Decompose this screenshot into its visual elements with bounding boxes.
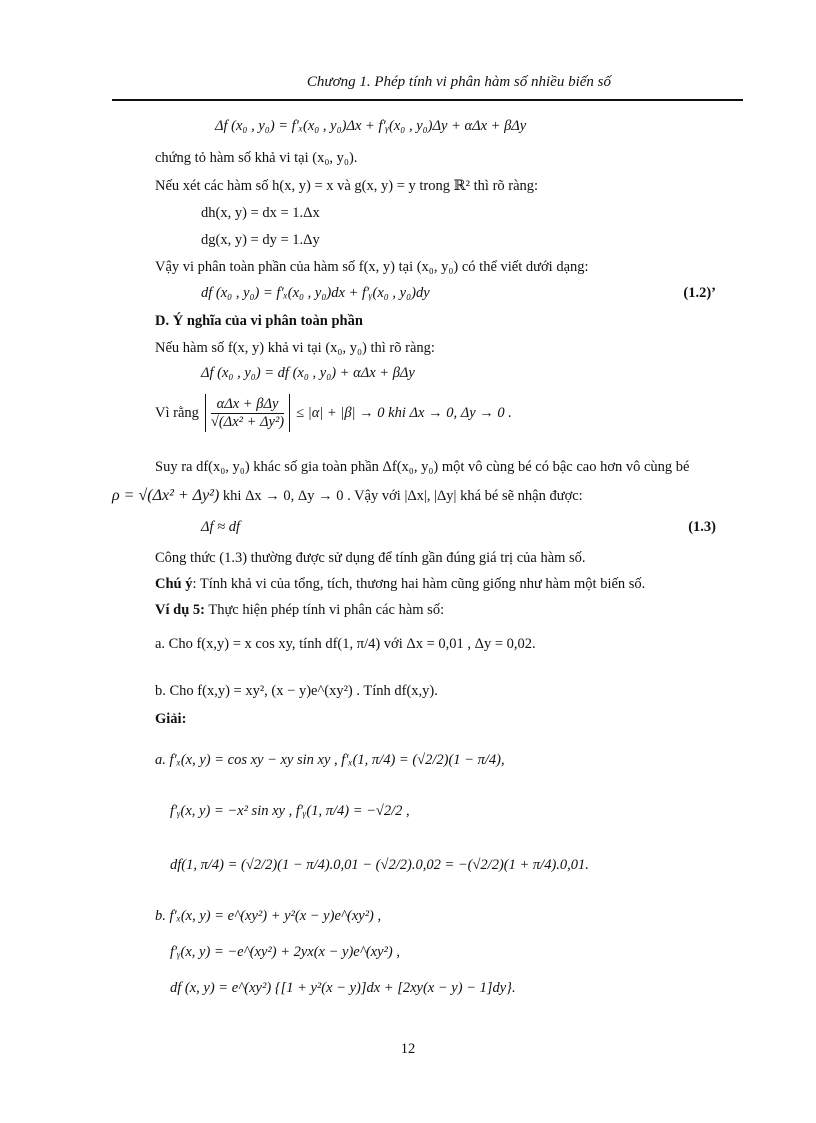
equation-delta-df: Δf (x₀ , y₀) = df (x₀ , y₀) + αΔx + βΔy: [201, 365, 415, 381]
solution-b-line: b. f′ₓ(x, y) = e^(xy²) + y²(x − y)e^(xy²) ,: [155, 908, 382, 924]
fraction-denominator: √(Δx² + Δy²): [210, 413, 285, 430]
solution-a-line: df(1, π/4) = (√2/2)(1 − π/4).0,01 − (√2/2).0,02 = −(√2/2)(1 + π/4).0,01.: [170, 857, 589, 873]
note-label: Chú ý: [155, 576, 193, 592]
text-label: Vì rằng: [155, 404, 199, 421]
note-text: : Tính khả vi của tổng, tích, thương hai hàm cũng giống như hàm một biến số.: [192, 576, 646, 592]
text-line: khi Δx → 0, Δy → 0 . Vậy với |Δx|, |Δy| khá bé sẽ nhận được:: [219, 488, 583, 504]
example-part-a: a. Cho f(x,y) = x cos xy, tính df(1, π/4) với Δx = 0,01 , Δy = 0,02.: [155, 636, 536, 652]
rho-definition: ρ = √(Δx² + Δy²): [112, 487, 220, 504]
equation-number: (1.3): [688, 519, 716, 535]
solution-b-line: df (x, y) = e^(xy²) {[1 + y²(x − y)]dx + [2xy(x − y) − 1]dy}.: [170, 980, 516, 996]
solution-a-line: a. f′ₓ(x, y) = cos xy − xy sin xy , f′ₓ(1, π/4) = (√2/2)(1 − π/4),: [155, 752, 505, 768]
page-number: 12: [400, 1041, 416, 1057]
fraction-numerator: αΔx + βΔy: [211, 396, 284, 414]
limit-rest: ≤ |α| + |β| → 0 khi Δx → 0, Δy → 0 .: [296, 404, 512, 421]
equation-approximation: Δf ≈ df: [201, 519, 241, 535]
text-line: chứng tỏ hàm số khả vi tại (x₀, y₀).: [155, 150, 358, 166]
text-line: Suy ra df(x₀, y₀) khác số gia toàn phần Δf(x₀, y₀) một vô cùng bé có bậc cao hơn vô cùng bé: [155, 459, 690, 475]
fraction: [211, 396, 284, 430]
section-heading: D. Ý nghĩa của vi phân toàn phần: [155, 313, 363, 329]
example-label: Ví dụ 5:: [155, 602, 205, 618]
solution-b-line: f′ᵧ(x, y) = −e^(xy²) + 2yx(x − y)e^(xy²) ,: [170, 944, 400, 960]
example-text: Thực hiện phép tính vi phân các hàm số:: [204, 602, 445, 618]
text-line: dh(x, y) = dx = 1.Δx: [201, 205, 320, 221]
chapter-header: Chương 1. Phép tính vi phân hàm số nhiều biến số: [306, 74, 611, 90]
text-line: Nếu hàm số f(x, y) khả vi tại (x₀, y₀) thì rõ ràng:: [155, 340, 435, 356]
equation-total-differential: df (x₀ , y₀) = f′ₓ(x₀ , y₀)dx + f′ᵧ(x₀ , y₀)dy: [201, 285, 430, 301]
abs-fraction: [205, 394, 290, 432]
header-rule: [112, 99, 743, 101]
equation-number: (1.2)’: [683, 285, 716, 301]
text-line-rho: [112, 487, 583, 505]
example-line: [155, 602, 444, 619]
text-line: Vậy vi phân toàn phần của hàm số f(x, y) tại (x₀, y₀) có thể viết dưới dạng:: [155, 259, 589, 275]
text-line: dg(x, y) = dy = 1.Δy: [201, 232, 320, 248]
solution-heading: Giải:: [155, 711, 187, 727]
limit-statement: [155, 394, 512, 432]
example-part-b: b. Cho f(x,y) = xy², (x − y)e^(xy²) . Tính df(x,y).: [155, 683, 438, 699]
solution-a-line: f′ᵧ(x, y) = −x² sin xy , f′ᵧ(1, π/4) = −√2/2 ,: [170, 803, 410, 819]
equation-delta-f: Δf (x₀ , y₀) = f′ₓ(x₀ , y₀)Δx + f′ᵧ(x₀ , y₀)Δy + αΔx + βΔy: [215, 118, 527, 134]
text-line: Công thức (1.3) thường được sử dụng để tính gần đúng giá trị của hàm số.: [155, 550, 586, 566]
text-line: Nếu xét các hàm số h(x, y) = x và g(x, y) = y trong ℝ² thì rõ ràng:: [155, 178, 539, 194]
note-line: [155, 576, 645, 593]
